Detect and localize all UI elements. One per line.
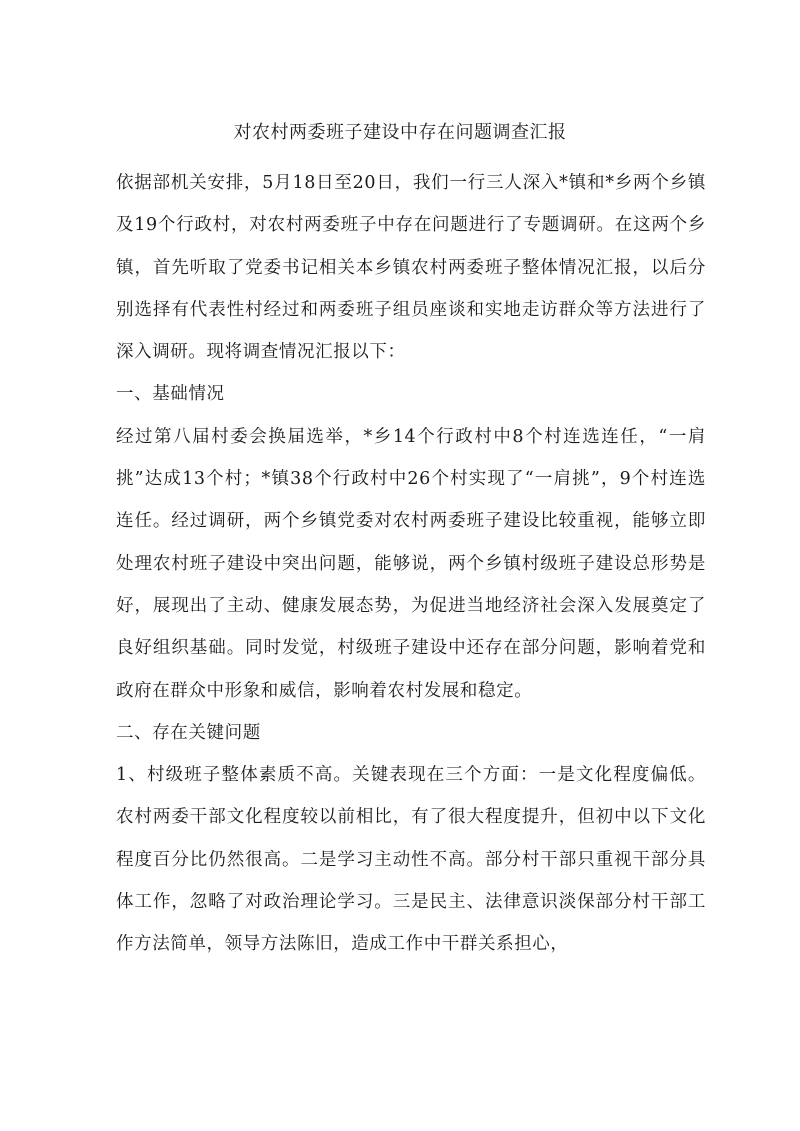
intro-paragraph: 依据部机关安排，5月18日至20日，我们一行三人深入*镇和*乡两个乡镇及19个行政村，对农村两委班子中存在问题进行了专题调研。在这两个乡镇，首先听取了党委书记相关本乡镇农村两委班子整体情况汇报，以后分别选择有代表性村经过和两委班子组员座谈和实地走访群众等方法进行了深入调研。现将调查情况汇报以下： <box>116 173 706 363</box>
section-heading-key-problems: 二、存在关键问题 <box>116 722 261 743</box>
document-body <box>116 162 706 966</box>
basic-situation-paragraph: 经过第八届村委会换届选举，*乡14个行政村中8个村连选连任，“一肩挑”达成13个村；*镇38个行政村中26个村实现了“一肩挑”，9个村连选连任。经过调研，两个乡镇党委对农村两委班子建设比较重视，能够立即处理农村班子建设中突出问题，能够说，两个乡镇村级班子建设总形势是好，展现出了主动、健康发展态势，为促进当地经济社会深入发展奠定了良好组织基础。同时发觉，村级班子建设中还存在部分问题，影响着党和政府在群众中形象和威信，影响着农村发展和稳定。 <box>116 426 706 701</box>
section-heading-basic-situation: 一、基础情况 <box>116 384 225 405</box>
key-problems-paragraph: 1、村级班子整体素质不高。关键表现在三个方面：一是文化程度偏低。农村两委干部文化程度较以前相比，有了很大程度提升，但初中以下文化程度百分比仍然很高。二是学习主动性不高。部分村干部只重视干部分具体工作，忽略了对政治理论学习。三是民主、法律意识淡保部分村干部工作方法简单，领导方法陈旧，造成工作中干群关系担心， <box>116 765 706 955</box>
document-title: 对农村两委班子建设中存在问题调查汇报 <box>233 122 567 143</box>
